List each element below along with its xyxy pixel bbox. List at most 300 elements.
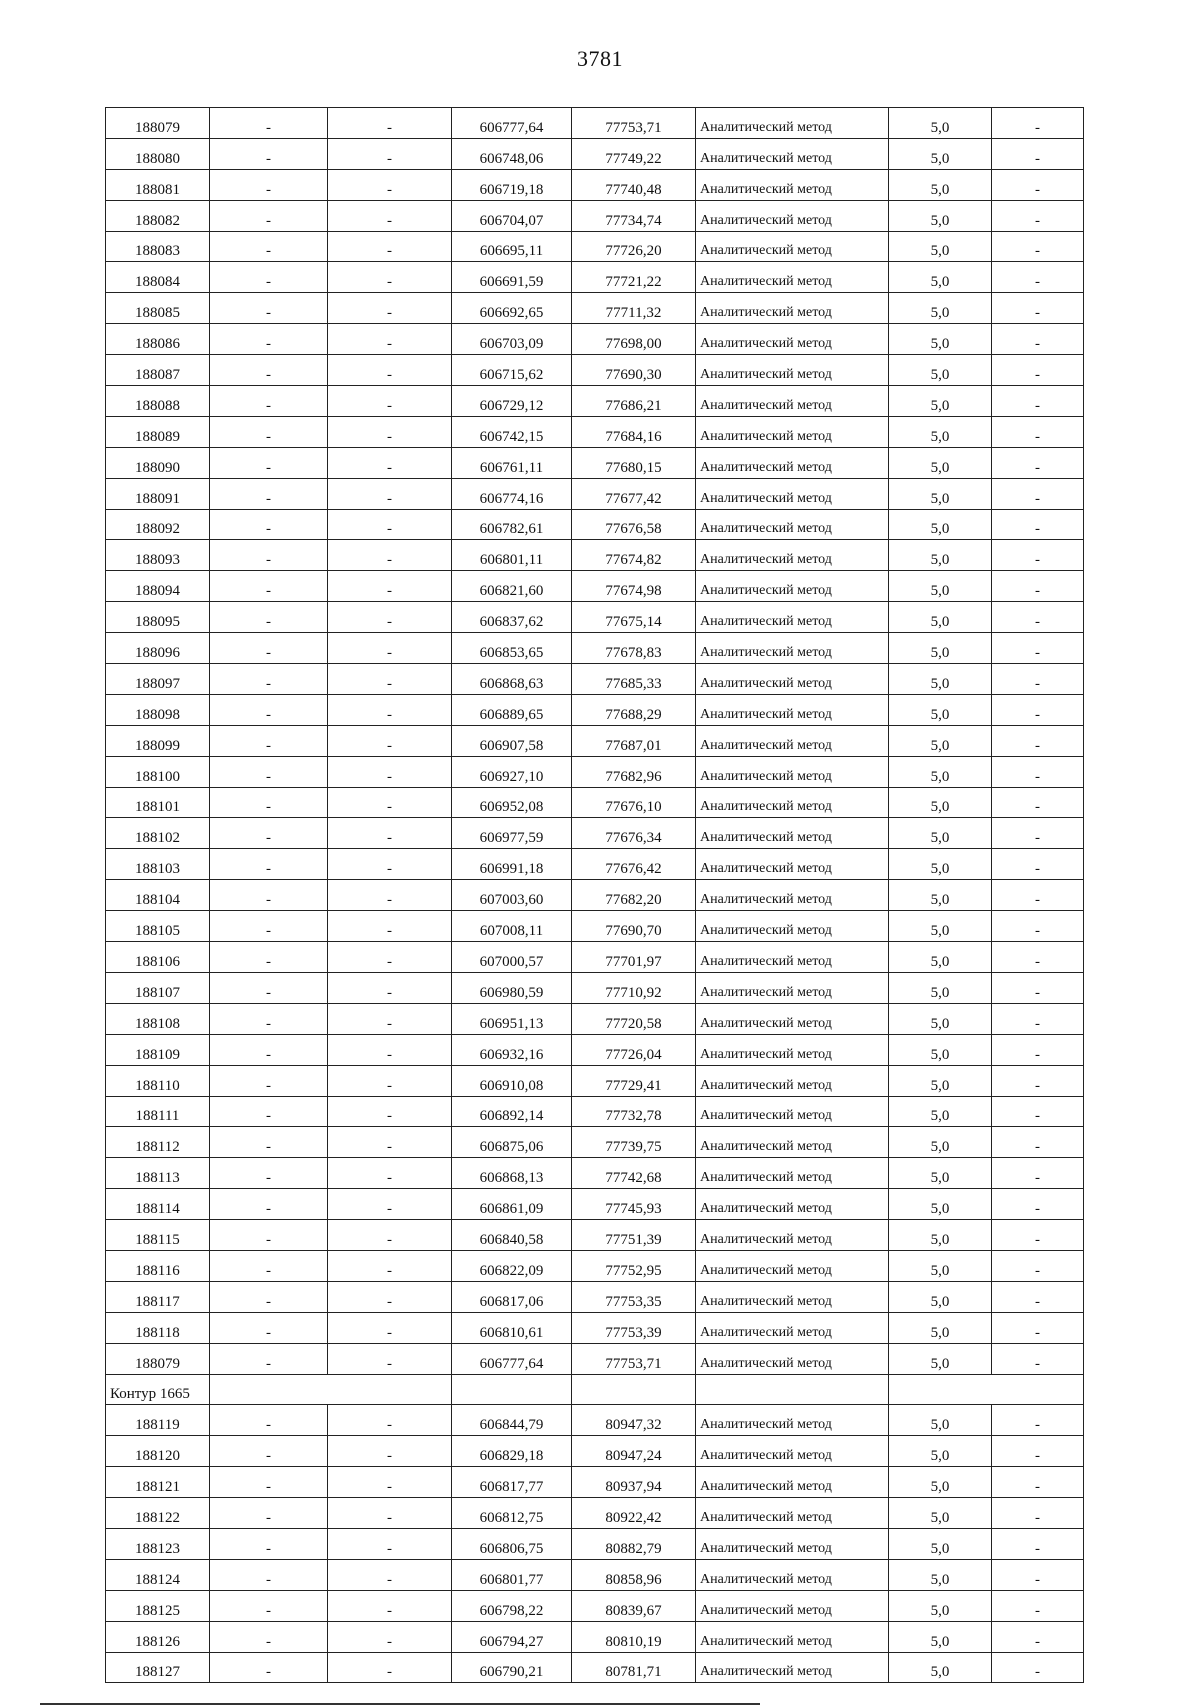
x-coordinate-cell: 606806,75 bbox=[452, 1528, 572, 1559]
x-coordinate-cell: 606821,60 bbox=[452, 571, 572, 602]
col8-cell: - bbox=[992, 1405, 1084, 1436]
method-cell: Аналитический метод bbox=[696, 664, 889, 695]
footer-rule bbox=[40, 1703, 760, 1705]
col8-cell: - bbox=[992, 1281, 1084, 1312]
point-id-cell: 188126 bbox=[106, 1621, 210, 1652]
col3-cell: - bbox=[328, 169, 452, 200]
table-row bbox=[106, 1003, 1084, 1034]
x-coordinate-cell: 606695,11 bbox=[452, 231, 572, 262]
col8-cell: - bbox=[992, 1096, 1084, 1127]
col2-cell: - bbox=[210, 1621, 328, 1652]
point-id-cell: 188104 bbox=[106, 880, 210, 911]
point-id-cell: 188087 bbox=[106, 355, 210, 386]
point-id-cell: 188103 bbox=[106, 849, 210, 880]
col8-cell: - bbox=[992, 447, 1084, 478]
table-row bbox=[106, 293, 1084, 324]
accuracy-cell: 5,0 bbox=[889, 571, 992, 602]
x-coordinate-cell: 606777,64 bbox=[452, 1343, 572, 1374]
col8-cell: - bbox=[992, 1065, 1084, 1096]
col3-cell: - bbox=[328, 694, 452, 725]
col8-cell: - bbox=[992, 324, 1084, 355]
point-id-cell: 188105 bbox=[106, 911, 210, 942]
y-coordinate-cell: 80937,94 bbox=[572, 1467, 696, 1498]
col2-cell: - bbox=[210, 1405, 328, 1436]
method-cell: Аналитический метод bbox=[696, 1467, 889, 1498]
point-id-cell: 188112 bbox=[106, 1127, 210, 1158]
y-coordinate-cell: 77682,20 bbox=[572, 880, 696, 911]
col8-cell: - bbox=[992, 1189, 1084, 1220]
empty-cell bbox=[210, 1374, 452, 1405]
accuracy-cell: 5,0 bbox=[889, 1189, 992, 1220]
method-cell: Аналитический метод bbox=[696, 1250, 889, 1281]
y-coordinate-cell: 77682,96 bbox=[572, 756, 696, 787]
accuracy-cell: 5,0 bbox=[889, 1343, 992, 1374]
point-id-cell: 188098 bbox=[106, 694, 210, 725]
point-id-cell: 188106 bbox=[106, 942, 210, 973]
table-row bbox=[106, 1127, 1084, 1158]
point-id-cell: 188088 bbox=[106, 386, 210, 417]
accuracy-cell: 5,0 bbox=[889, 633, 992, 664]
y-coordinate-cell: 77710,92 bbox=[572, 972, 696, 1003]
x-coordinate-cell: 606742,15 bbox=[452, 416, 572, 447]
point-id-cell: 188093 bbox=[106, 540, 210, 571]
method-cell: Аналитический метод bbox=[696, 1034, 889, 1065]
col8-cell: - bbox=[992, 849, 1084, 880]
col8-cell: - bbox=[992, 602, 1084, 633]
table-row bbox=[106, 1189, 1084, 1220]
col3-cell: - bbox=[328, 293, 452, 324]
col2-cell: - bbox=[210, 1528, 328, 1559]
table-row bbox=[106, 1467, 1084, 1498]
table-row bbox=[106, 880, 1084, 911]
y-coordinate-cell: 80810,19 bbox=[572, 1621, 696, 1652]
col3-cell: - bbox=[328, 1003, 452, 1034]
col2-cell: - bbox=[210, 942, 328, 973]
method-cell: Аналитический метод bbox=[696, 293, 889, 324]
accuracy-cell: 5,0 bbox=[889, 138, 992, 169]
point-id-cell: 188118 bbox=[106, 1312, 210, 1343]
y-coordinate-cell: 77685,33 bbox=[572, 664, 696, 695]
table-row bbox=[106, 1652, 1084, 1683]
point-id-cell: 188127 bbox=[106, 1652, 210, 1683]
table-row bbox=[106, 1250, 1084, 1281]
accuracy-cell: 5,0 bbox=[889, 602, 992, 633]
point-id-cell: 188119 bbox=[106, 1405, 210, 1436]
table-row bbox=[106, 664, 1084, 695]
col2-cell: - bbox=[210, 1003, 328, 1034]
y-coordinate-cell: 77734,74 bbox=[572, 200, 696, 231]
accuracy-cell: 5,0 bbox=[889, 694, 992, 725]
accuracy-cell: 5,0 bbox=[889, 386, 992, 417]
method-cell: Аналитический метод bbox=[696, 1003, 889, 1034]
x-coordinate-cell: 606892,14 bbox=[452, 1096, 572, 1127]
x-coordinate-cell: 606798,22 bbox=[452, 1590, 572, 1621]
y-coordinate-cell: 77698,00 bbox=[572, 324, 696, 355]
method-cell: Аналитический метод bbox=[696, 818, 889, 849]
x-coordinate-cell: 606868,13 bbox=[452, 1158, 572, 1189]
y-coordinate-cell: 77678,83 bbox=[572, 633, 696, 664]
method-cell: Аналитический метод bbox=[696, 725, 889, 756]
col2-cell: - bbox=[210, 540, 328, 571]
method-cell: Аналитический метод bbox=[696, 324, 889, 355]
col2-cell: - bbox=[210, 231, 328, 262]
col2-cell: - bbox=[210, 694, 328, 725]
col3-cell: - bbox=[328, 1281, 452, 1312]
x-coordinate-cell: 606703,09 bbox=[452, 324, 572, 355]
point-id-cell: 188086 bbox=[106, 324, 210, 355]
table-row bbox=[106, 911, 1084, 942]
point-id-cell: 188090 bbox=[106, 447, 210, 478]
y-coordinate-cell: 77729,41 bbox=[572, 1065, 696, 1096]
x-coordinate-cell: 606817,77 bbox=[452, 1467, 572, 1498]
point-id-cell: 188117 bbox=[106, 1281, 210, 1312]
y-coordinate-cell: 77674,82 bbox=[572, 540, 696, 571]
point-id-cell: 188115 bbox=[106, 1220, 210, 1251]
col8-cell: - bbox=[992, 1528, 1084, 1559]
col2-cell: - bbox=[210, 169, 328, 200]
col8-cell: - bbox=[992, 1127, 1084, 1158]
col3-cell: - bbox=[328, 1528, 452, 1559]
x-coordinate-cell: 606761,11 bbox=[452, 447, 572, 478]
y-coordinate-cell: 77690,70 bbox=[572, 911, 696, 942]
x-coordinate-cell: 606853,65 bbox=[452, 633, 572, 664]
point-id-cell: 188100 bbox=[106, 756, 210, 787]
col2-cell: - bbox=[210, 664, 328, 695]
table-row bbox=[106, 942, 1084, 973]
method-cell: Аналитический метод bbox=[696, 138, 889, 169]
page-number: 3781 bbox=[577, 46, 623, 71]
col2-cell: - bbox=[210, 972, 328, 1003]
table-row bbox=[106, 1034, 1084, 1065]
col2-cell: - bbox=[210, 108, 328, 139]
point-id-cell: 188109 bbox=[106, 1034, 210, 1065]
accuracy-cell: 5,0 bbox=[889, 231, 992, 262]
col2-cell: - bbox=[210, 416, 328, 447]
method-cell: Аналитический метод bbox=[696, 1621, 889, 1652]
col3-cell: - bbox=[328, 447, 452, 478]
col2-cell: - bbox=[210, 1343, 328, 1374]
x-coordinate-cell: 606794,27 bbox=[452, 1621, 572, 1652]
col2-cell: - bbox=[210, 138, 328, 169]
col3-cell: - bbox=[328, 1652, 452, 1683]
col3-cell: - bbox=[328, 1343, 452, 1374]
table-row bbox=[106, 200, 1084, 231]
col3-cell: - bbox=[328, 725, 452, 756]
empty-cell bbox=[696, 1374, 889, 1405]
col3-cell: - bbox=[328, 509, 452, 540]
col8-cell: - bbox=[992, 509, 1084, 540]
accuracy-cell: 5,0 bbox=[889, 1220, 992, 1251]
col3-cell: - bbox=[328, 633, 452, 664]
method-cell: Аналитический метод bbox=[696, 571, 889, 602]
y-coordinate-cell: 77739,75 bbox=[572, 1127, 696, 1158]
point-id-cell: 188121 bbox=[106, 1467, 210, 1498]
col3-cell: - bbox=[328, 231, 452, 262]
x-coordinate-cell: 606774,16 bbox=[452, 478, 572, 509]
accuracy-cell: 5,0 bbox=[889, 478, 992, 509]
method-cell: Аналитический метод bbox=[696, 880, 889, 911]
col2-cell: - bbox=[210, 262, 328, 293]
method-cell: Аналитический метод bbox=[696, 540, 889, 571]
method-cell: Аналитический метод bbox=[696, 1158, 889, 1189]
y-coordinate-cell: 77745,93 bbox=[572, 1189, 696, 1220]
point-id-cell: 188107 bbox=[106, 972, 210, 1003]
table-row bbox=[106, 231, 1084, 262]
col3-cell: - bbox=[328, 571, 452, 602]
x-coordinate-cell: 606840,58 bbox=[452, 1220, 572, 1251]
accuracy-cell: 5,0 bbox=[889, 1065, 992, 1096]
x-coordinate-cell: 606844,79 bbox=[452, 1405, 572, 1436]
y-coordinate-cell: 77751,39 bbox=[572, 1220, 696, 1251]
x-coordinate-cell: 606777,64 bbox=[452, 108, 572, 139]
point-id-cell: 188120 bbox=[106, 1436, 210, 1467]
method-cell: Аналитический метод bbox=[696, 478, 889, 509]
accuracy-cell: 5,0 bbox=[889, 911, 992, 942]
point-id-cell: 188122 bbox=[106, 1498, 210, 1529]
col2-cell: - bbox=[210, 1034, 328, 1065]
x-coordinate-cell: 606927,10 bbox=[452, 756, 572, 787]
accuracy-cell: 5,0 bbox=[889, 447, 992, 478]
point-id-cell: 188099 bbox=[106, 725, 210, 756]
method-cell: Аналитический метод bbox=[696, 911, 889, 942]
col3-cell: - bbox=[328, 602, 452, 633]
table-row bbox=[106, 818, 1084, 849]
col2-cell: - bbox=[210, 1312, 328, 1343]
x-coordinate-cell: 606829,18 bbox=[452, 1436, 572, 1467]
col8-cell: - bbox=[992, 1250, 1084, 1281]
table-row bbox=[106, 169, 1084, 200]
method-cell: Аналитический метод bbox=[696, 1096, 889, 1127]
col8-cell: - bbox=[992, 1467, 1084, 1498]
col8-cell: - bbox=[992, 1003, 1084, 1034]
col2-cell: - bbox=[210, 1158, 328, 1189]
col8-cell: - bbox=[992, 1436, 1084, 1467]
y-coordinate-cell: 77676,58 bbox=[572, 509, 696, 540]
table-row bbox=[106, 602, 1084, 633]
point-id-cell: 188081 bbox=[106, 169, 210, 200]
col8-cell: - bbox=[992, 293, 1084, 324]
col2-cell: - bbox=[210, 787, 328, 818]
col3-cell: - bbox=[328, 1096, 452, 1127]
x-coordinate-cell: 606907,58 bbox=[452, 725, 572, 756]
col8-cell: - bbox=[992, 1312, 1084, 1343]
col3-cell: - bbox=[328, 849, 452, 880]
x-coordinate-cell: 606868,63 bbox=[452, 664, 572, 695]
col3-cell: - bbox=[328, 1158, 452, 1189]
table-row bbox=[106, 509, 1084, 540]
accuracy-cell: 5,0 bbox=[889, 509, 992, 540]
point-id-cell: 188080 bbox=[106, 138, 210, 169]
point-id-cell: 188085 bbox=[106, 293, 210, 324]
method-cell: Аналитический метод bbox=[696, 942, 889, 973]
col2-cell: - bbox=[210, 1281, 328, 1312]
method-cell: Аналитический метод bbox=[696, 787, 889, 818]
col3-cell: - bbox=[328, 1312, 452, 1343]
empty-cell bbox=[572, 1374, 696, 1405]
table-row bbox=[106, 1528, 1084, 1559]
y-coordinate-cell: 77688,29 bbox=[572, 694, 696, 725]
table-row bbox=[106, 1343, 1084, 1374]
x-coordinate-cell: 606810,61 bbox=[452, 1312, 572, 1343]
accuracy-cell: 5,0 bbox=[889, 416, 992, 447]
method-cell: Аналитический метод bbox=[696, 1559, 889, 1590]
col2-cell: - bbox=[210, 447, 328, 478]
col3-cell: - bbox=[328, 972, 452, 1003]
coordinates-table bbox=[105, 107, 1084, 1683]
x-coordinate-cell: 606991,18 bbox=[452, 849, 572, 880]
x-coordinate-cell: 606817,06 bbox=[452, 1281, 572, 1312]
y-coordinate-cell: 77732,78 bbox=[572, 1096, 696, 1127]
table-row bbox=[106, 725, 1084, 756]
accuracy-cell: 5,0 bbox=[889, 540, 992, 571]
table-row bbox=[106, 1312, 1084, 1343]
y-coordinate-cell: 80922,42 bbox=[572, 1498, 696, 1529]
contour-label: Контур 1665 bbox=[106, 1374, 210, 1405]
x-coordinate-cell: 606692,65 bbox=[452, 293, 572, 324]
col8-cell: - bbox=[992, 1498, 1084, 1529]
accuracy-cell: 5,0 bbox=[889, 880, 992, 911]
col3-cell: - bbox=[328, 355, 452, 386]
col2-cell: - bbox=[210, 1127, 328, 1158]
table-row bbox=[106, 1590, 1084, 1621]
y-coordinate-cell: 80858,96 bbox=[572, 1559, 696, 1590]
accuracy-cell: 5,0 bbox=[889, 324, 992, 355]
col3-cell: - bbox=[328, 664, 452, 695]
y-coordinate-cell: 77726,04 bbox=[572, 1034, 696, 1065]
col3-cell: - bbox=[328, 1498, 452, 1529]
method-cell: Аналитический метод bbox=[696, 1281, 889, 1312]
col2-cell: - bbox=[210, 756, 328, 787]
method-cell: Аналитический метод bbox=[696, 633, 889, 664]
table-row bbox=[106, 138, 1084, 169]
point-id-cell: 188084 bbox=[106, 262, 210, 293]
point-id-cell: 188083 bbox=[106, 231, 210, 262]
point-id-cell: 188082 bbox=[106, 200, 210, 231]
x-coordinate-cell: 606729,12 bbox=[452, 386, 572, 417]
col2-cell: - bbox=[210, 1220, 328, 1251]
col3-cell: - bbox=[328, 324, 452, 355]
table-row bbox=[106, 1096, 1084, 1127]
col8-cell: - bbox=[992, 880, 1084, 911]
method-cell: Аналитический метод bbox=[696, 849, 889, 880]
accuracy-cell: 5,0 bbox=[889, 169, 992, 200]
col3-cell: - bbox=[328, 138, 452, 169]
x-coordinate-cell: 606875,06 bbox=[452, 1127, 572, 1158]
accuracy-cell: 5,0 bbox=[889, 1096, 992, 1127]
accuracy-cell: 5,0 bbox=[889, 1590, 992, 1621]
method-cell: Аналитический метод bbox=[696, 1312, 889, 1343]
table-row bbox=[106, 386, 1084, 417]
x-coordinate-cell: 606932,16 bbox=[452, 1034, 572, 1065]
col3-cell: - bbox=[328, 1590, 452, 1621]
y-coordinate-cell: 77676,10 bbox=[572, 787, 696, 818]
table-row bbox=[106, 694, 1084, 725]
accuracy-cell: 5,0 bbox=[889, 1528, 992, 1559]
col3-cell: - bbox=[328, 108, 452, 139]
x-coordinate-cell: 606952,08 bbox=[452, 787, 572, 818]
point-id-cell: 188111 bbox=[106, 1096, 210, 1127]
y-coordinate-cell: 77676,34 bbox=[572, 818, 696, 849]
x-coordinate-cell: 606782,61 bbox=[452, 509, 572, 540]
point-id-cell: 188079 bbox=[106, 108, 210, 139]
col3-cell: - bbox=[328, 787, 452, 818]
col8-cell: - bbox=[992, 138, 1084, 169]
accuracy-cell: 5,0 bbox=[889, 972, 992, 1003]
col8-cell: - bbox=[992, 231, 1084, 262]
col2-cell: - bbox=[210, 818, 328, 849]
accuracy-cell: 5,0 bbox=[889, 1250, 992, 1281]
col3-cell: - bbox=[328, 1065, 452, 1096]
col8-cell: - bbox=[992, 818, 1084, 849]
col8-cell: - bbox=[992, 942, 1084, 973]
y-coordinate-cell: 77740,48 bbox=[572, 169, 696, 200]
col2-cell: - bbox=[210, 1498, 328, 1529]
y-coordinate-cell: 80839,67 bbox=[572, 1590, 696, 1621]
col8-cell: - bbox=[992, 1559, 1084, 1590]
col8-cell: - bbox=[992, 1343, 1084, 1374]
point-id-cell: 188096 bbox=[106, 633, 210, 664]
col3-cell: - bbox=[328, 1467, 452, 1498]
accuracy-cell: 5,0 bbox=[889, 108, 992, 139]
col3-cell: - bbox=[328, 1405, 452, 1436]
accuracy-cell: 5,0 bbox=[889, 1436, 992, 1467]
x-coordinate-cell: 606715,62 bbox=[452, 355, 572, 386]
point-id-cell: 188110 bbox=[106, 1065, 210, 1096]
col3-cell: - bbox=[328, 1436, 452, 1467]
col8-cell: - bbox=[992, 1590, 1084, 1621]
col8-cell: - bbox=[992, 1220, 1084, 1251]
col2-cell: - bbox=[210, 509, 328, 540]
accuracy-cell: 5,0 bbox=[889, 849, 992, 880]
col2-cell: - bbox=[210, 1065, 328, 1096]
method-cell: Аналитический метод bbox=[696, 1343, 889, 1374]
col8-cell: - bbox=[992, 262, 1084, 293]
col3-cell: - bbox=[328, 478, 452, 509]
x-coordinate-cell: 606812,75 bbox=[452, 1498, 572, 1529]
col8-cell: - bbox=[992, 416, 1084, 447]
method-cell: Аналитический метод bbox=[696, 262, 889, 293]
table-row bbox=[106, 1559, 1084, 1590]
method-cell: Аналитический метод bbox=[696, 447, 889, 478]
table-row bbox=[106, 324, 1084, 355]
table-body bbox=[106, 108, 1084, 1683]
col3-cell: - bbox=[328, 1127, 452, 1158]
table-row bbox=[106, 571, 1084, 602]
y-coordinate-cell: 77753,35 bbox=[572, 1281, 696, 1312]
col2-cell: - bbox=[210, 849, 328, 880]
x-coordinate-cell: 606790,21 bbox=[452, 1652, 572, 1683]
accuracy-cell: 5,0 bbox=[889, 1003, 992, 1034]
col2-cell: - bbox=[210, 602, 328, 633]
col3-cell: - bbox=[328, 1621, 452, 1652]
table-row bbox=[106, 478, 1084, 509]
accuracy-cell: 5,0 bbox=[889, 1467, 992, 1498]
accuracy-cell: 5,0 bbox=[889, 1621, 992, 1652]
point-id-cell: 188102 bbox=[106, 818, 210, 849]
table-row bbox=[106, 1065, 1084, 1096]
col3-cell: - bbox=[328, 880, 452, 911]
x-coordinate-cell: 606889,65 bbox=[452, 694, 572, 725]
method-cell: Аналитический метод bbox=[696, 386, 889, 417]
point-id-cell: 188095 bbox=[106, 602, 210, 633]
col3-cell: - bbox=[328, 911, 452, 942]
point-id-cell: 188123 bbox=[106, 1528, 210, 1559]
col8-cell: - bbox=[992, 911, 1084, 942]
method-cell: Аналитический метод bbox=[696, 1065, 889, 1096]
table-row bbox=[106, 355, 1084, 386]
y-coordinate-cell: 77749,22 bbox=[572, 138, 696, 169]
method-cell: Аналитический метод bbox=[696, 1405, 889, 1436]
